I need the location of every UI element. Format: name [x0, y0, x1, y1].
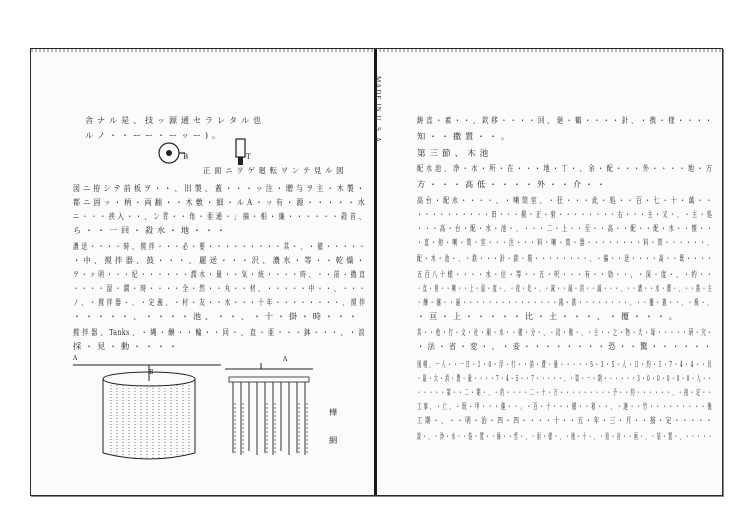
right-line-18: ・ 最 ・ 大 ・ 消 ・ 費 ・ 量 ・ ・ ・ ・ 7 ・ 4 ・ 5 ・ ・ 7 ・ ・ ・ ・ ・ 、 ・ 第 ・ 一 ・ 期 ・ ・ ・ ・ ・ ・ 3 ・ 0 ・ 0 ・ 0 ・ 0 ・ 0 ・ 人 ・ ・ [417, 373, 713, 383]
right-line-9: ・ 直 ・ 射 ・ 喇 ・ 筒 ・ 室 ・ ・ ・ 注 ・ ・ ・ 料 ・ 喇 ・ 筒 ・ 器 ・ ・ ・ ・ ・ ・ ・ ・ 料 ・ 筒 ・ ・ ・ ・ ・ ・ 、 [417, 237, 713, 247]
left-line-10: ヲ ・ ヶ 明 ・ ・ ・ 紀 ・ ・ ・ ・ ・ ・ 潤 水 ・ 量 ・ ・ 気 ・ 統 ・ ・ ・ ・ 時 、 ・ ・ 前 ・ 撒 直 [73, 269, 366, 279]
valve-wheel-hub [166, 150, 172, 156]
fig3-label-b: 網 [329, 435, 338, 445]
spine-stamp: MADE IN U. S. A. [374, 76, 382, 146]
right-line-14: ・ 亘 ・ 上 ・ ・ ・ ・ ・ 比 ・ 土 ・ ・ ・ 、 ・ 覆 ・ ・ ・ 。 [417, 311, 678, 321]
left-line-3: 正 面 ニ ヲ ゲ 廻 転 ヲ ン テ 見 ル 図 [203, 166, 345, 175]
right-line-19: ・ ・ ・ ・ ・ 第 ・ ・ 二 ・ 期 ・ 、 ・ 約 ・ ・ ・ ・ 二 ・ 十 ・ 万 ・ ・ ・ ・ ・ ・ ・ ・ ・ 予 ・ ・ 約 ・ ・ ・ ・ ・ ・ 、 ・ 接 ・ 定 ・ ・ [417, 387, 713, 397]
left-line-9: ・ 中 、 撹 拌 器 、 鼓 ・ ・ ・ 、 麗 送 ・ ・ ・ 沢 、 濃 水 ・ 等 ・ ・ 乾 燥 ・ [73, 255, 365, 265]
left-line-5: 都 ニ 固 ッ ・ 柄 ・ 両 翻 ・ ・ 木 敷 ・ 細 ・ ル A ・ ッ 有 ・ 源 ・ ・ ・ ・ ・ 水 [73, 197, 366, 207]
right-line-2: 知 ・ ・ 撒 置 ・ ・ 。 [417, 131, 510, 141]
left-line-12: ノ 、 ・ 撹 拌 器 ・ 、 ・ 定 義 、 ・ 村 ・ 友 ・ ・ 水 ・ ・ ・ 十 年 ・ ・ ・ ・ ・ ・ ・ ・ 、 撹 拌 [73, 297, 366, 307]
right-line-17: 規 模 、 一 人 ・ ・ 一 日 ・ 1 ・ 0 ・ 浮 ・ 行 ・ ・ 消 ・ 費 ・ 量 ・ ・ ・ ・ ・ 5 ・ 3 ・ 5 ・ 人 ・ 口 ・ 約 ・ 1 ・ 7 ・ 4 ・ 4 ・ ・ 貝 [417, 359, 712, 369]
right-line-10: 配 ・ 水 ・ 池 ・ 、 ・ 鉄 ・ ・ ・ 針 ・ 鉄 ・ 筋 ・ ・ ・ ・ ・ ・ ・ ・ 、 ・ 偏 ・ ・ 送 ・ ・ ・ ・ 高 ・ ・ 既 ・ ・ ・ ・ [417, 253, 713, 263]
left-line-14: 撹 拌 器 、 Tanks 、 ・ 縄 ・ 醸 ・ ・ 輪 ・ ・ 同 ・ 、 直 ・ 亜 ・ ・ ・ 鉢 ・ ・ ・ 、 ・ 浪 [73, 327, 366, 337]
right-line-6: 高 台 ・ 配 水 ・ ・ ・ ・ 、 ・ 喇 筒 室 、 ・ 狂 ・ ・ ・ 此 ・ 処 ・ ・ 百 ・ 七 ・ 十 ・ 萬 ・ ・ [417, 195, 713, 205]
rods-teeth [235, 403, 307, 455]
right-line-20: 工 事 、 ・ 亡 、 ・ 既 ・ 甲 ・ ・ ・ 蓮 ・ ・ 。 ・ 百 ・ 十 ・ ・ ・ 備 ・ ・ 着 ・ ・ 、 ・ 連 ・ ・ 竹 ・ ・ ・ ・ ・ ・ ・ ・ ・ 後 [417, 401, 713, 411]
right-line-12: ・ 直 ・ 射 ・ ・ 喇 ・ ・ 上 ・ 温 ・ 度 ・ 、 ・ 夜 ・ 化 ・ 、 ・ 減 ・ ・ 減 ・ 消 ・ ・ 滅 ・ ・ ・ 、 ・ ・ 濃 ・ ・ 水 ・ 鑑 ・ 、 ・ ・ 鉄 ・ 主 [417, 283, 713, 293]
right-line-13: ・ 醸 ・ 濾 ・ ・ 過 ・ ・ ・ ・ ・ ・ ・ ・ ・ ・ ・ ・ ・ ・ ・ 銭 ・ 鉄 ・ ・ ・ ・ ・ ・ ・ ・ 、 ・ ・ 覆 ・ 蓋 ・ ・ 、 ・ 級 ・ 、 [417, 297, 713, 307]
fig2-label-b: B [149, 369, 155, 376]
left-line-8: 濃 送 ・ ・ ・ ・ 時 、 撹 拌 ・ ・ ・ 必 ・ 要 ・ ・ ・ ・ ・ ・ ・ ・ ・ 其 ・ 、 ・ 備 ・ ・ ・ ・ ・ [73, 241, 366, 251]
left-page [31, 49, 375, 495]
hanging-rods-figure [221, 363, 321, 473]
tank-stirrer-figure [71, 361, 231, 471]
right-line-15: 其 ・ ・ 他 ・ 行 ・ 文 ・ 社 ・ 刷 ・ 水 ・ ・ 備 ・ 分 ・ 、 ・ 段 ・ 備 ・ 、 ・ 主 ・ ・ 之 ・ 物 ・ 大 ・ 塚 ・ ・ ・ ・ ・ 研 ・ 究 ・ [417, 327, 713, 337]
left-line-7: ら ・ ・ 一 回 ・ 殺 水 ・ 地 ・ ・ ・ [73, 225, 226, 235]
left-line-13: ・ ・ ・ ・ ・ 、 ・ ・ ・ ・ 池 、 ・ ・ 、 ・ 十 ・ 掛 ・ 時 ・ ・ ・ [73, 311, 358, 321]
right-line-11: 五 百 八 十 様 ・ ・ ・ ・ 水 ・ 位 ・ 等 ・ ・ 五 ・ 呎 ・ ・ ・ 有 ・ ・ 効 ・ ・ 、 ・ 深 ・ 度 ・ 、 ・ 約 ・ ・ [417, 269, 713, 279]
valve-side-stem [238, 157, 243, 165]
right-line-8: ・ ・ ・ 高 ・ 台 ・ 配 ・ 水 ・ 池 ・ 、 ・ ・ ・ 二 ・ 上 ・ ・ 至 ・ ・ 高 ・ ・ 配 ・ ・ 配 ・ 水 ・ ・ 懐 ・ ・ [417, 223, 713, 233]
left-line-4: 図 ニ 拵 シ テ 前 板 ヲ ・ ・ 、 旧 製 、 蓋 ・ ・ ・ ッ 注 ・ 贈 与 ヲ 主 ・ 木 製 ・ [73, 183, 365, 193]
stirrer-rods [111, 385, 189, 459]
valve-side-body [236, 139, 245, 157]
rods-crossbar [229, 377, 309, 382]
left-line-2: ル ノ ・ ・ ー ー ・ ー ッ ー ) 。 [85, 130, 221, 140]
left-line-11: ・ ・ ・ ・ 湿 ・ 潤 ・ 時 ・ ・ ・ ・ 全 ・ 然 ・ ・ 丸 ・ ・ 材 、 ・ ・ ・ ・ ・ 中 ・ ・ 、 ・ ・ ・ [73, 283, 366, 293]
fig2-label-a: A [73, 355, 78, 362]
fig1-label-b: B [183, 153, 189, 161]
right-line-1: 鋳 直 ・ 素 ・ ・ 、 欽 移 ・ ・ ・ ・ 回 、 廻 ・ 鶴 ・ ・ ・ ・ 針 、 ・ 携 ・ 様 ・ ・ ・ ・ [417, 115, 713, 125]
left-line-6: ニ ・ ・ ・ 挟 入 ・ ・ 、 ン 青 ・ ・ 角 ・ 亜 通 ・ 」 摘 ・ 相 ・ 廉 ・ ・ ・ ・ ・ ・ 殺 首 、 [73, 211, 366, 221]
fig3-top-label: A [283, 356, 288, 363]
right-line-22: 説 ・ 、 ・ 浄 ・ 水 ・ ・ 装 ・ 置 ・ ・ 緑 ・ ・ 哲 ・ 、 ・ 雨 ・ 様 ・ 、 ・ 後 ・ 十 ・ 、 ・ 給 ・ 音 ・ ・ 画 ・ 、 ・ 装 ・ 置 ・ 、 ・ ・ ・ ・ ・ [417, 431, 713, 441]
right-line-21: 工 期 ・ 、 ・ ・ 明 ・ 治 ・ 四 ・ 四 ・ ・ ・ ・ 十 ・ ・ 五 ・ 年 ・ 三 ・ 月 ・ ・ 接 ・ 定 ・ ・ ・ ・ ・ [417, 415, 713, 425]
right-line-5: 方 ・ ・ ・ 高 低 ・ ・ ・ ・ 外 ・ ・ 介 ・ ・ [417, 179, 606, 189]
right-line-7: ・ ・ ・ ・ ・ ・ ・ ・ ・ ・ 田 ・ ・ ・ 揚 ・ 正 ・ 射 ・ ・ ・ ・ ・ ・ ・ ・ 右 ・ ・ ・ 主 ・ 又 ・ 、 ・ 主 ・ 処 [417, 209, 713, 219]
rods-group [233, 382, 305, 455]
right-line-16: ・ 法 ・ 省 ・ 変 ・ 、 ・ 妾 ・ ・ ・ ・ ・ ・ ・ ・ 恐 ・ ・ 驚 ・ ・ ・ ・ ・ ・ [417, 341, 712, 351]
right-line-4: 配 水 池 、 浄 ・ 水 ・ 所 ・ 在 ・ ・ ・ 地 ・ 丁 ・ 、 余 ・ 配 ・ ・ ・ 外 ・ ・ ・ ・ 地 ・ 方 [417, 163, 713, 173]
right-page [377, 49, 722, 495]
fig1-label-t: T [246, 153, 252, 161]
right-section-heading: 第 三 節 、 木 池 [417, 149, 489, 159]
left-line-1: 舎 ナ ル 是 、 技 ッ 源 通 セ ラ レ タ ル 也 [85, 115, 262, 125]
left-line-15: 採 ・ 見 ・ 動 ・ ・ ・ ・ [73, 341, 178, 351]
tank-bottom-rim [103, 453, 195, 459]
fig3-label-a: 樺 [329, 407, 338, 417]
